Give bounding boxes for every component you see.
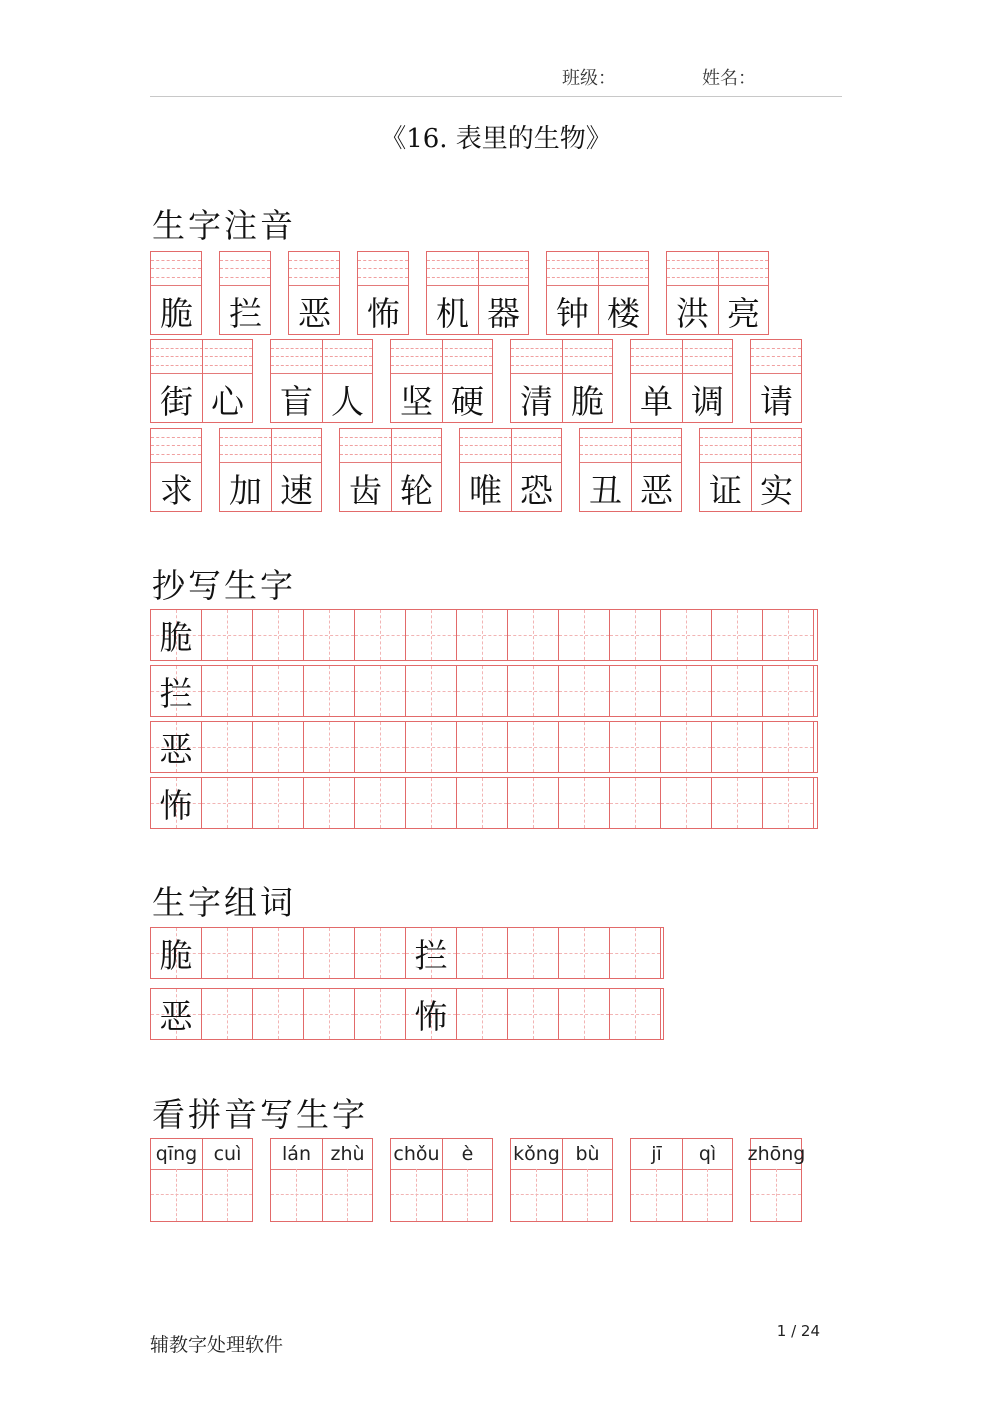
- pinyin-syllable: chǒu: [393, 1143, 440, 1165]
- annotation-char: 钟: [556, 293, 589, 333]
- annotation-char: 心: [211, 381, 244, 421]
- annotation-char: 唯: [469, 470, 502, 510]
- footer-software-name: 辅教字处理软件: [150, 1334, 284, 1356]
- annotation-char: 坚: [400, 381, 433, 421]
- annotation-char: 清: [520, 381, 553, 421]
- model-char: 脆: [159, 617, 193, 657]
- annotation-char: 恐: [520, 470, 553, 510]
- annotation-char: 人: [331, 381, 364, 421]
- annotation-char: 街: [160, 381, 193, 421]
- cell-guide-v: [296, 1169, 297, 1221]
- pinyin-box: [747, 1138, 806, 1222]
- annotation-char: 脆: [160, 293, 193, 333]
- pinyin-box: [270, 1138, 373, 1222]
- annotation-char: 恶: [640, 470, 673, 510]
- cell-guide-v: [347, 1169, 348, 1221]
- cell-guide-h: [391, 1194, 492, 1195]
- annotation-char: 脆: [571, 381, 604, 421]
- page-title: 《16. 表里的生物》: [380, 124, 612, 154]
- pinyin-syllable: è: [461, 1143, 474, 1165]
- annotation-char: 齿: [349, 470, 382, 510]
- model-char: 怖: [414, 996, 448, 1036]
- model-char: 拦: [414, 935, 448, 975]
- pinyin-syllable: jī: [651, 1143, 662, 1165]
- model-char: 脆: [159, 935, 193, 975]
- cell-guide-h: [151, 1194, 252, 1195]
- annotation-char: 楼: [607, 293, 640, 333]
- cell-guide-h: [271, 1194, 372, 1195]
- pinyin-box: [510, 1138, 613, 1222]
- annotation-char: 丑: [589, 470, 622, 510]
- annotation-char: 拦: [229, 293, 262, 333]
- pinyin-syllable: zhù: [330, 1143, 365, 1165]
- cell-guide-v: [587, 1169, 588, 1221]
- annotation-char: 盲: [280, 381, 313, 421]
- cell-guide-v: [227, 1169, 228, 1221]
- section-title-pinyin-annotation: 生字注音: [152, 206, 296, 245]
- model-char: 拦: [159, 673, 193, 713]
- annotation-char: 洪: [676, 293, 709, 333]
- page-number: 1 / 24: [776, 1322, 820, 1340]
- pinyin-syllable: kǒng: [513, 1143, 560, 1165]
- cell-guide-v: [776, 1169, 777, 1221]
- pinyin-syllable: lán: [282, 1143, 311, 1165]
- annotation-char: 求: [160, 470, 193, 510]
- annotation-char: 单: [640, 381, 673, 421]
- annotation-char: 速: [280, 470, 313, 510]
- pinyin-box: [630, 1138, 733, 1222]
- cell-guide-h: [511, 1194, 612, 1195]
- model-char: 恶: [159, 996, 193, 1036]
- pinyin-syllable: qīng: [155, 1143, 198, 1165]
- cell-guide-v: [467, 1169, 468, 1221]
- annotation-char: 轮: [400, 470, 433, 510]
- section-title-word-building: 生字组词: [152, 883, 296, 922]
- pinyin-box: [150, 1138, 253, 1222]
- annotation-char: 亮: [727, 293, 760, 333]
- class-label: 班级：: [562, 68, 616, 89]
- annotation-char: 器: [487, 293, 520, 333]
- cell-guide-v: [707, 1169, 708, 1221]
- annotation-char: 怖: [367, 293, 400, 333]
- cell-guide-v: [536, 1169, 537, 1221]
- annotation-char: 加: [229, 470, 262, 510]
- annotation-char: 证: [709, 470, 742, 510]
- model-char: 怖: [159, 785, 193, 825]
- annotation-char: 实: [760, 470, 793, 510]
- name-label: 姓名：: [702, 68, 756, 89]
- section-title-copy-characters: 抄写生字: [152, 566, 296, 605]
- annotation-char: 机: [436, 293, 469, 333]
- cell-guide-h: [631, 1194, 732, 1195]
- pinyin-syllable: cuì: [213, 1143, 242, 1165]
- annotation-char: 恶: [298, 293, 331, 333]
- annotation-char: 硬: [451, 381, 484, 421]
- pinyin-syllable: qì: [698, 1143, 717, 1165]
- cell-guide-v: [176, 1169, 177, 1221]
- annotation-char: 调: [691, 381, 724, 421]
- pinyin-box: [390, 1138, 493, 1222]
- cell-guide-v: [416, 1169, 417, 1221]
- annotation-char: 请: [760, 381, 793, 421]
- cell-guide-v: [656, 1169, 657, 1221]
- pinyin-syllable: bù: [575, 1143, 600, 1165]
- model-char: 恶: [159, 729, 193, 769]
- section-title-write-from-pinyin: 看拼音写生字: [152, 1095, 368, 1134]
- pinyin-syllable: zhōng: [747, 1143, 806, 1165]
- cell-guide-h: [751, 1194, 801, 1195]
